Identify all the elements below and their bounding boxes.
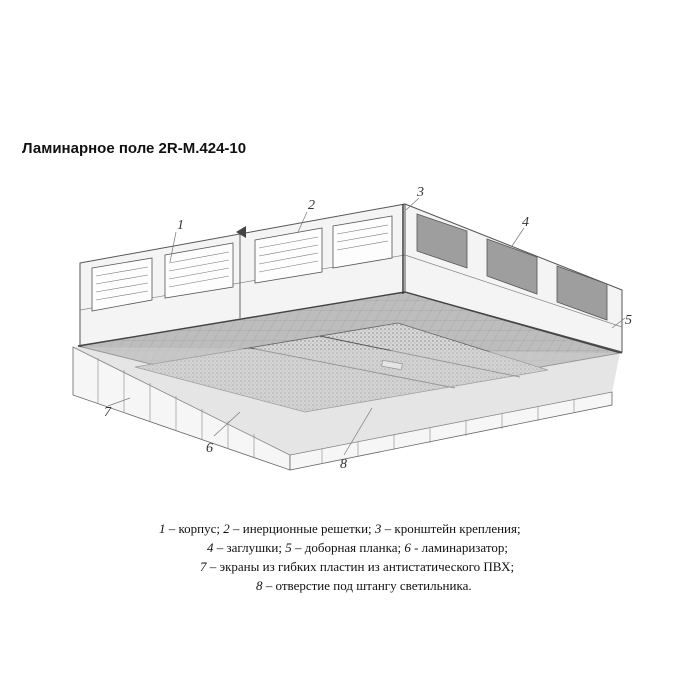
legend-line-2: 4 – заглушки; 5 – доборная планка; 6 - ламинаризатор; [207, 540, 508, 555]
diagram-title: Ламинарное поле 2R-M.424-10 [22, 140, 247, 157]
legend-line-4: 8 – отверстие под штангу светильника. [256, 578, 472, 593]
callout-1: 1 [177, 218, 184, 233]
callout-4: 4 [522, 215, 529, 230]
callout-3: 3 [417, 185, 424, 200]
legend-line-1: 1 – корпус; 2 – инерционные решетки; 3 – кронштейн крепления; [159, 521, 521, 536]
callout-2: 2 [308, 198, 315, 213]
callout-6: 6 [206, 441, 213, 456]
callout-5: 5 [625, 313, 632, 328]
pvc-screens [73, 347, 620, 470]
callout-7: 7 [104, 405, 111, 420]
callout-8: 8 [340, 457, 347, 472]
legend-line-3: 7 – экраны из гибких пластин из антистатического ПВХ; [200, 559, 515, 574]
